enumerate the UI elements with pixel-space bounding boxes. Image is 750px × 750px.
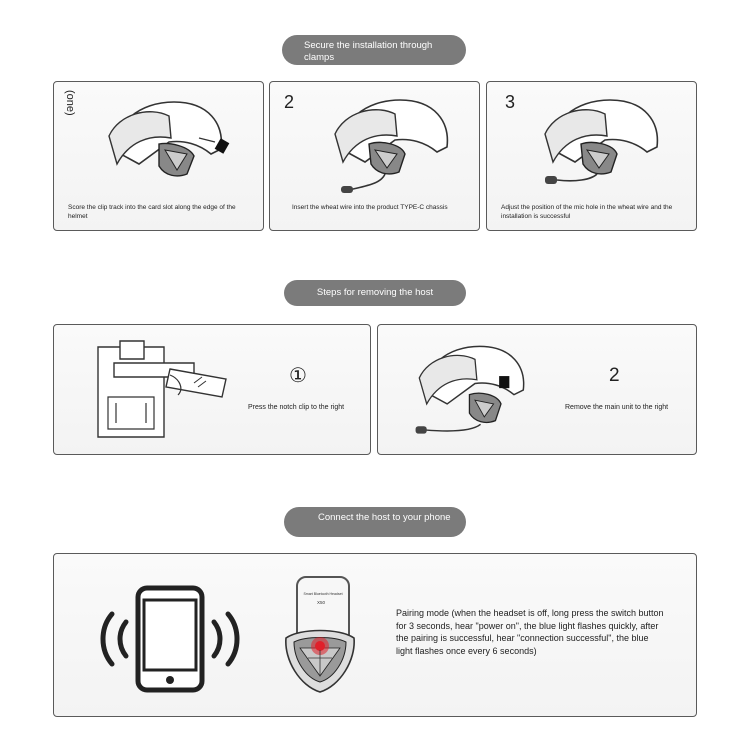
section-title-connect xyxy=(284,507,466,537)
step-caption: Adjust the position of the mic hole in the wheat wire and the installation is successful xyxy=(501,204,673,220)
section-title-remove xyxy=(284,280,466,306)
helmet-remove-illustration xyxy=(410,335,540,445)
step-number: 2 xyxy=(609,365,620,386)
phone-signal-icon xyxy=(96,584,246,694)
connect-panel xyxy=(53,553,697,717)
device-brand-label: Smart Bluetooth Headset xyxy=(303,592,343,596)
install-step-3-panel xyxy=(486,81,697,231)
install-step-2-panel xyxy=(269,81,480,231)
step-caption: Remove the main unit to the right xyxy=(565,404,669,411)
remove-step-1-panel xyxy=(53,324,371,455)
step-number: ① xyxy=(289,365,307,387)
section-title-install xyxy=(282,35,466,65)
step-number: 3 xyxy=(505,92,516,112)
helmet-wire-illustration xyxy=(325,92,465,202)
step-number: (one) xyxy=(64,90,76,116)
section-title-text: Secure the installation through clamps xyxy=(304,40,433,63)
helmet-mic-illustration xyxy=(535,92,675,202)
helmet-clip-illustration xyxy=(99,94,239,194)
step-number: 2 xyxy=(284,92,295,112)
step-caption: Insert the wheat wire into the product TYPE-C chassis xyxy=(292,204,448,211)
remove-step-2-panel xyxy=(377,324,697,455)
section-title-text: Steps for removing the host xyxy=(316,287,434,298)
step-caption: Press the notch clip to the right xyxy=(248,404,345,411)
notch-clip-illustration xyxy=(94,339,234,444)
install-step-1-panel xyxy=(53,81,264,231)
device-model-label: X50 xyxy=(316,600,325,605)
pairing-instructions: Pairing mode (when the headset is off, long press the switch button for 3 seconds, hear "power on", the blue light flashes quickly, after the pairing is successful, hear "connection successful", the blue light flashes once every 6 seconds) xyxy=(396,608,664,656)
headset-front-illustration xyxy=(280,620,360,700)
step-caption: Score the clip track into the card slot along the edge of the helmet xyxy=(68,204,236,220)
section-title-text: Connect the host to your phone xyxy=(318,512,451,523)
